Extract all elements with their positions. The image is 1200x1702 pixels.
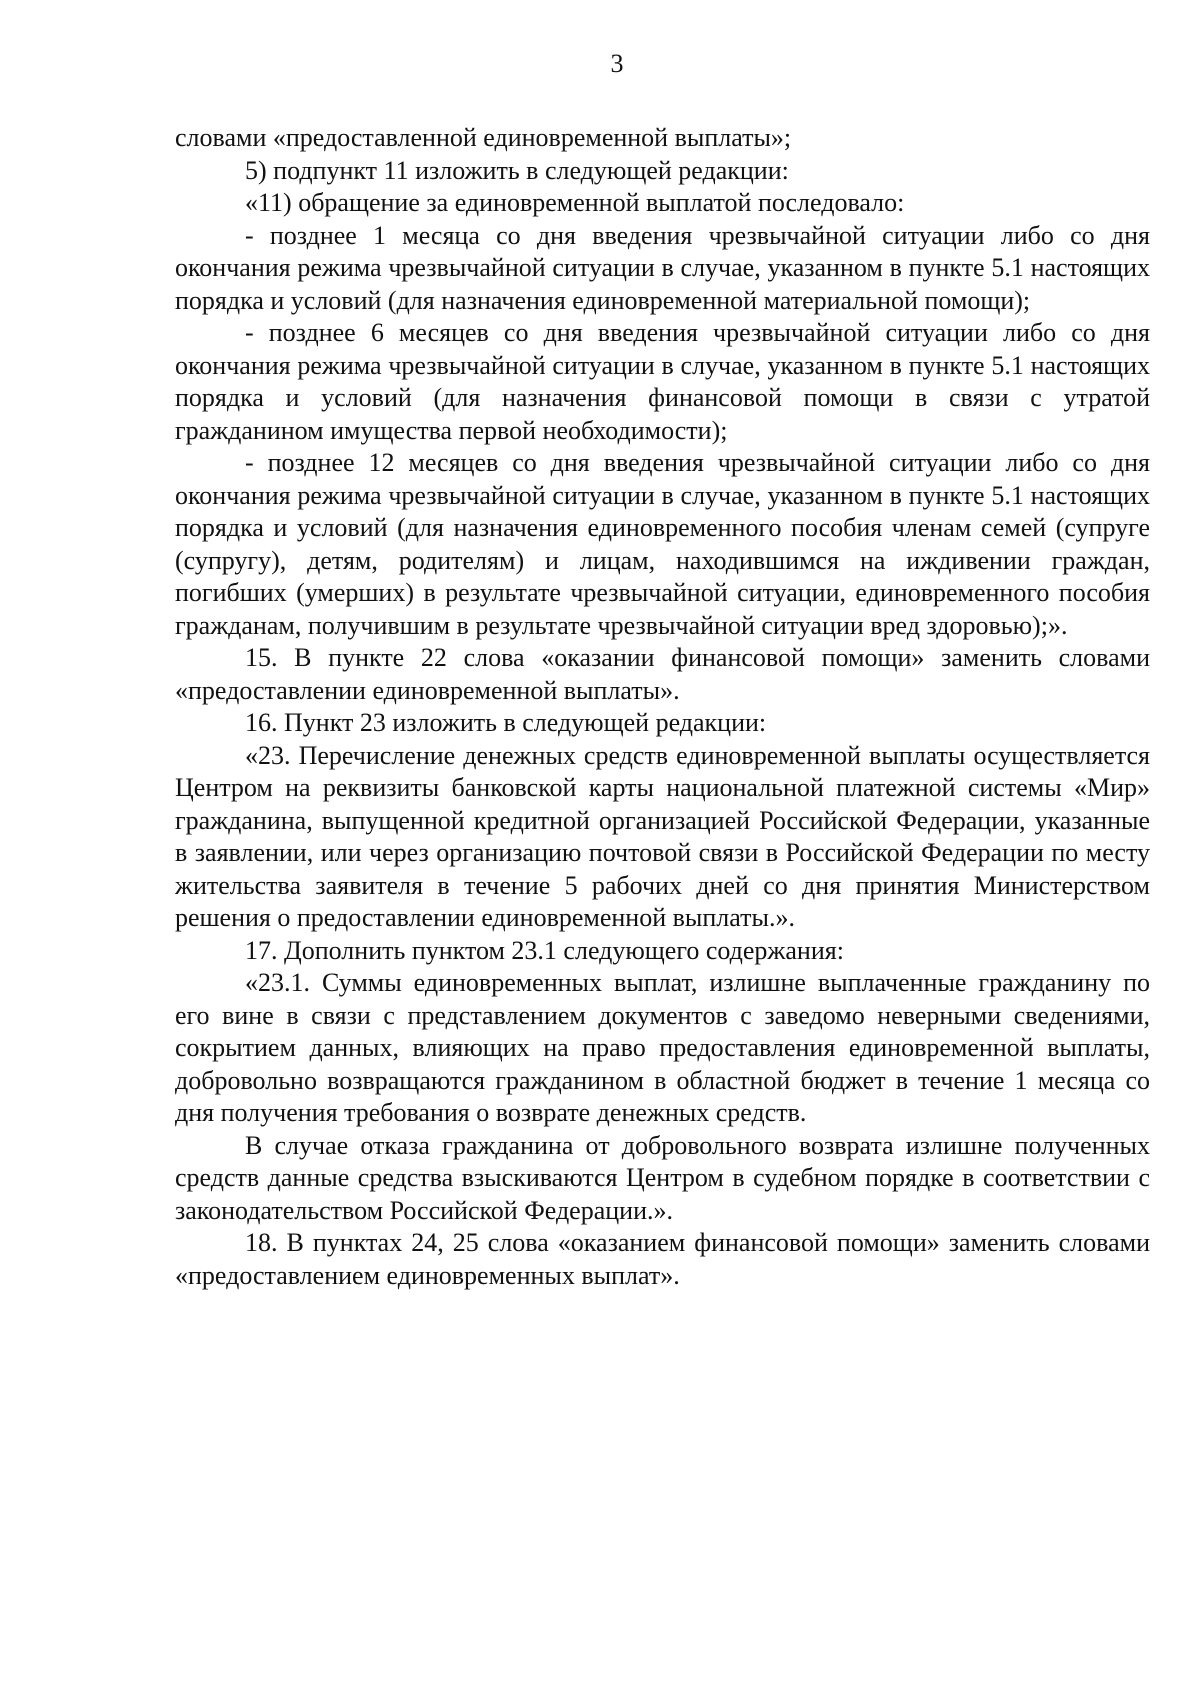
paragraph-item-18: 18. В пунктах 24, 25 слова «оказанием финансовой помощи» заменить словами «предоставлением единовременных выплат».: [175, 1228, 1150, 1290]
paragraph-item-17: 17. Дополнить пунктом 23.1 следующего содержания:: [245, 935, 844, 965]
paragraph-dash-1-month: - позднее 1 месяца со дня введения чрезвычайной ситуации либо со дня окончания режима чрезвычайной ситуации в случае, указанном в пункте 5.1 настоящих порядка и условий (для назначения единовременной материальной помощи);: [175, 220, 1150, 315]
paragraph-refusal-case: В случае отказа гражданина от добровольного возврата излишне полученных средств данные средства взыскиваются Центром в судебном порядке в соответствии с законодательством Российской Федерации.».: [175, 1130, 1150, 1225]
page-number: 3: [610, 49, 624, 78]
document-body: [175, 122, 1150, 1292]
paragraph-subitem-5: 5) подпункт 11 изложить в следующей редакции:: [245, 155, 789, 185]
paragraph-dash-12-months: - позднее 12 месяцев со дня введения чрезвычайной ситуации либо со дня окончания режима чрезвычайной ситуации в случае, указанном в пункте 5.1 настоящих порядка и условий (для назначения единовременного пособия членам семей (супруге (супругу), детям, родителям) и лицам, находившимся на иждивении граждан, погибших (умерших) в результате чрезвычайной ситуации, единовременного пособия гражданам, получившим в результате чрезвычайной ситуации вред здоровью);».: [175, 448, 1150, 640]
paragraph-item-23-text: «23. Перечисление денежных средств единовременной выплаты осуществляется Центром на реквизиты банковской карты национальной платежной системы «Мир» гражданина, выпущенной кредитной организацией Российской Федерации, указанные в заявлении, или через организацию почтовой связи в Российской Федерации по месту жительства заявителя в течение 5 рабочих дней со дня принятия Министерством решения о предоставлении единовременной выплаты.».: [175, 740, 1150, 932]
paragraph-subitem-11: «11) обращение за единовременной выплатой последовало:: [245, 188, 905, 217]
paragraph-item-23-1-text: «23.1. Суммы единовременных выплат, излишне выплаченные гражданину по его вине в связи с представлением документов с заведомо неверными сведениями, сокрытием данных, влияющих на право предоставления единовременной выплаты, добровольно возвращаются гражданином в областной бюджет в течение 1 месяца со дня получения требования о возврате денежных средств.: [175, 968, 1150, 1127]
paragraph-dash-6-months: - позднее 6 месяцев со дня введения чрезвычайной ситуации либо со дня окончания режима чрезвычайной ситуации в случае, указанном в пункте 5.1 настоящих порядка и условий (для назначения финансовой помощи в связи с утратой гражданином имущества первой необходимости);: [175, 318, 1150, 445]
paragraph-item-15: 15. В пункте 22 слова «оказании финансовой помощи» заменить словами «предоставлении единовременной выплаты».: [175, 643, 1150, 705]
paragraph-continuation: словами «предоставленной единовременной выплаты»;: [175, 123, 792, 152]
paragraph-item-16: 16. Пункт 23 изложить в следующей редакции:: [245, 708, 767, 737]
